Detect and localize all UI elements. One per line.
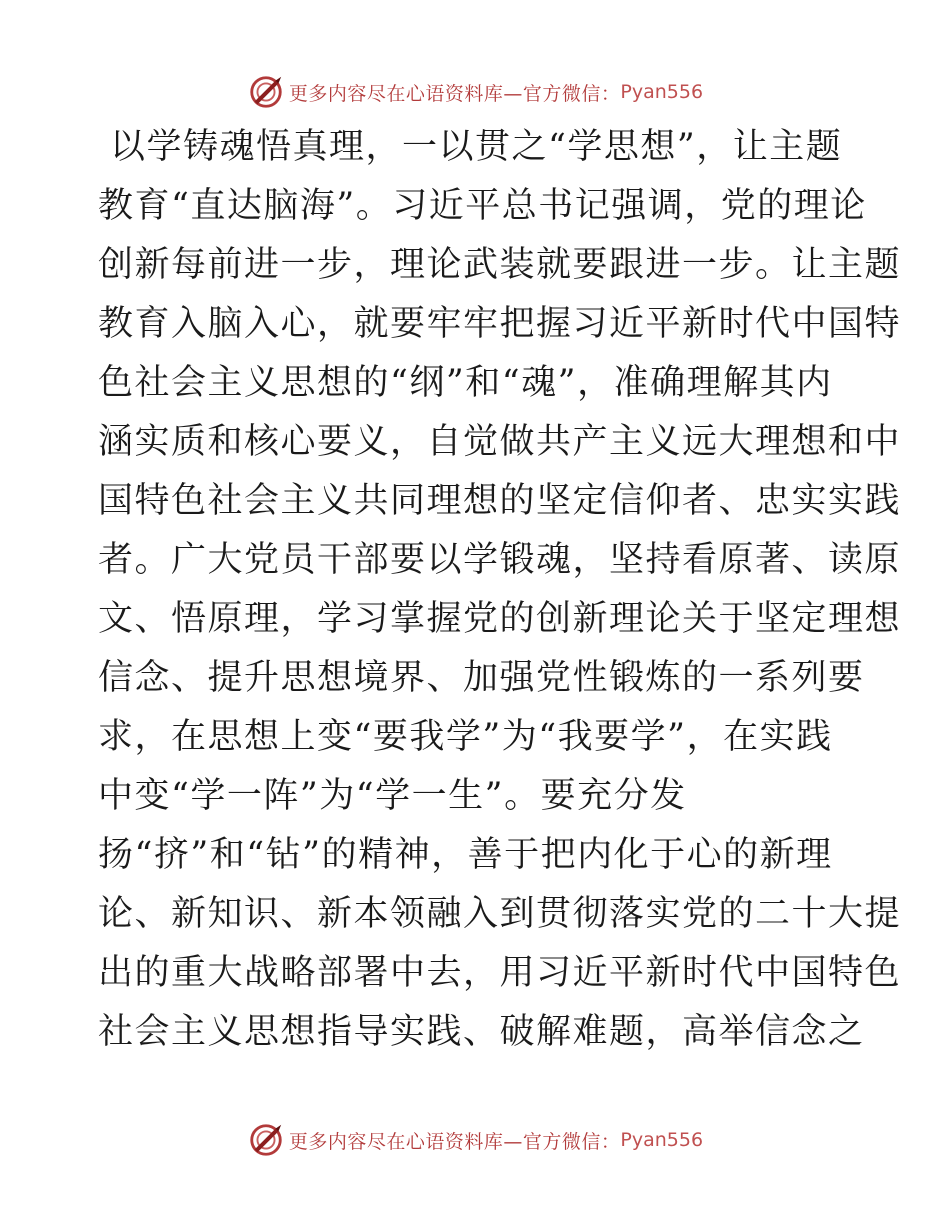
text-line: 文、悟原理，学习掌握党的创新理论关于坚定理想 (98, 599, 902, 639)
footer-banner (0, 1120, 950, 1160)
text-line: 教育入脑入心，就要牢牢把握习近平新时代中国特 (98, 304, 902, 344)
text-line: 社会主义思想指导实践、破解难题，高举信念之 (98, 1012, 865, 1052)
text-line: 信念、提升思想境界、加强党性锻炼的一系列要 (98, 658, 865, 698)
banner-wechat-id: Pyan556 (620, 81, 704, 103)
text-line: 教育“直达脑海”。习近平总书记强调，党的理论 (98, 186, 867, 226)
text-line: 中变“学一阵”为“学一生”。要充分发 (98, 776, 687, 816)
text-line: 出的重大战略部署中去，用习近平新时代中国特色 (98, 953, 902, 993)
text-line: 以学铸魂悟真理，一以贯之“学思想”，让主题 (110, 127, 843, 167)
header-banner (0, 72, 950, 112)
text-line: 国特色社会主义共同理想的坚定信仰者、忠实实践 (98, 481, 902, 521)
banner-text: 更多内容尽在心语资料库—官方微信： (288, 82, 621, 105)
banner-text: 更多内容尽在心语资料库—官方微信： (288, 1130, 621, 1153)
text-line: 论、新知识、新本领融入到贯彻落实党的二十大提 (98, 894, 902, 934)
document-body (98, 118, 902, 1062)
text-line: 色社会主义思想的“纲”和“魂”，准确理解其内 (98, 363, 833, 403)
text-line: 创新每前进一步，理论武装就要跟进一步。让主题 (98, 245, 902, 285)
text-line: 求，在思想上变“要我学”为“我要学”，在实践 (98, 717, 833, 757)
banner-wechat-id: Pyan556 (620, 1129, 704, 1151)
text-line: 扬“挤”和“钻”的精神，善于把内化于心的新理 (98, 835, 833, 875)
brand-logo-icon (247, 73, 285, 111)
text-line: 者。广大党员干部要以学锻魂，坚持看原著、读原 (98, 540, 902, 580)
text-line: 涵实质和核心要义，自觉做共产主义远大理想和中 (98, 422, 902, 462)
brand-logo-icon (247, 1121, 285, 1159)
